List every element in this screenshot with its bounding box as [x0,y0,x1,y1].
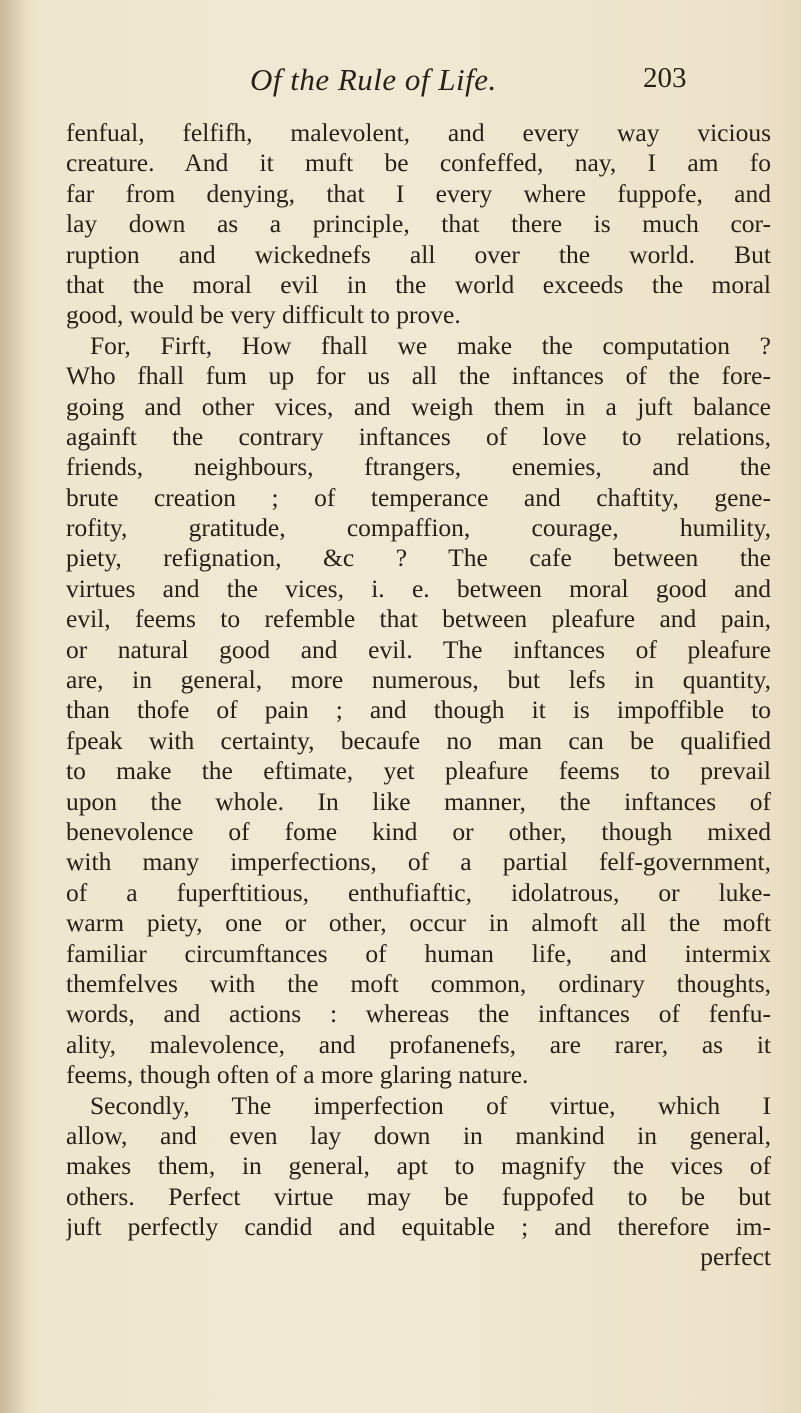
text-line: with many imperfections, of a partial felf-government, [66,847,771,877]
text-line: evil, feems to refemble that between pleafure and pain, [66,604,771,634]
catchword: perfect [700,1242,771,1272]
text-line: or natural good and evil. The inftances of pleafure [66,634,771,664]
text-line: lay down as a principle, that there is much cor- [66,209,771,239]
text-line: warm piety, one or other, occur in almoft all the moft [66,908,771,938]
text-line: againft the contrary inftances of love to relations, [66,421,771,451]
text-line: than thofe of pain ; and though it is impoffible to [66,695,771,725]
page-number: 203 [643,62,687,94]
text-line: themfelves with the moft common, ordinary thoughts, [66,968,771,998]
text-line: Secondly, The imperfection of virtue, which I [90,1090,771,1120]
text-line: fpeak with certainty, becaufe no man can be qualified [66,725,771,755]
text-line: ality, malevolence, and profanenefs, are rarer, as it [66,1029,771,1059]
text-line: feems, though often of a more glaring nature. [66,1060,529,1090]
text-line: brute creation ; of temperance and chaftity, gene- [66,482,771,512]
running-head [0,62,801,102]
text-line: that the moral evil in the world exceeds the moral [66,269,771,299]
text-line: benevolence of fome kind or other, though mixed [66,816,771,846]
text-line: upon the whole. In like manner, the inftances of [66,786,771,816]
text-line: juft perfectly candid and equitable ; and therefore im- [66,1212,771,1242]
text-line: words, and actions : whereas the inftances of fenfu- [66,999,771,1029]
text-line: rofity, gratitude, compaffion, courage, humility, [66,513,771,543]
text-line: fenfual, felfifh, malevolent, and every way vicious [66,118,771,147]
text-line: allow, and even lay down in mankind in general, [66,1120,771,1150]
text-line: virtues and the vices, i. e. between moral good and [66,573,771,603]
text-line: ruption and wickednefs all over the world. But [66,239,771,269]
text-line: piety, refignation, &c ? The cafe between the [66,543,771,573]
text-line: to make the eftimate, yet pleafure feems to prevail [66,756,771,786]
text-line: others. Perfect virtue may be fuppofed to be but [66,1181,771,1211]
text-line: good, would be very difficult to prove. [66,300,461,330]
body-text [66,118,771,1273]
text-line: makes them, in general, apt to magnify the vices of [66,1151,771,1181]
text-line: far from denying, that I every where fuppofe, and [66,178,771,208]
running-head-title: Of the Rule of Life. [250,62,497,97]
text-line: familiar circumftances of human life, and intermix [66,938,771,968]
text-line: creature. And it muft be confeffed, nay, I am fo [66,148,771,178]
text-line: are, in general, more numerous, but lefs in quantity, [66,665,771,695]
text-line: going and other vices, and weigh them in a juft balance [66,391,771,421]
gutter-shadow [0,0,28,1413]
text-line: Who fhall fum up for us all the inftances of the fore- [66,361,771,391]
text-line: of a fuperftitious, enthufiaftic, idolatrous, or luke- [66,877,771,907]
text-line: friends, neighbours, ftrangers, enemies, and the [66,452,771,482]
text-line: For, Firft, How fhall we make the computation ? [90,330,771,360]
